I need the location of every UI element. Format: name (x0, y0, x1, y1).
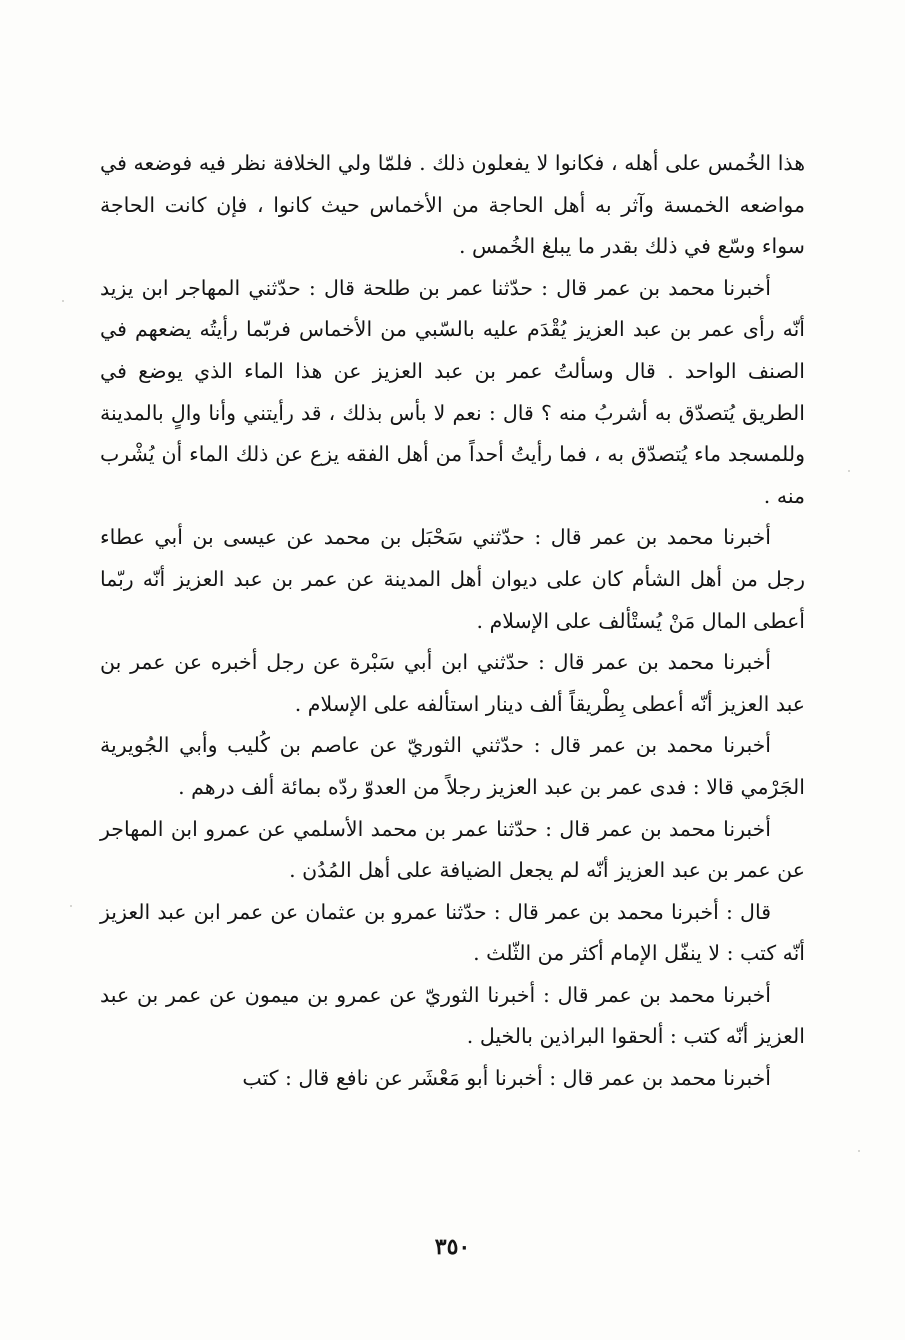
paper-speck (70, 905, 72, 907)
paragraph: أخبرنا محمد بن عمر قال : حدّثني ابن أبي سَبْرة عن رجل أخبره عن عمر بن عبد العزيز أنّه أعطى بِطْريقاً ألف دينار استألفه على الإسلام . (100, 650, 805, 716)
paper-speck (62, 300, 64, 302)
paragraph: هذا الخُمس على أهله ، فكانوا لا يفعلون ذلك . فلمّا ولي الخلافة نظر فيه فوضعه في مواضعه الخمسة وآثر به أهل الحاجة من الأخماس حيث كانوا ، فإن كانت الحاجة سواء وسّع في ذلك بقدر ما يبلغ الخُمس . (100, 151, 805, 259)
page-number: ٣٥٠ (434, 1234, 471, 1260)
paragraph: أخبرنا محمد بن عمر قال : أخبرنا أبو مَعْشَر عن نافع قال : كتب (242, 1066, 771, 1091)
paragraph: أخبرنا محمد بن عمر قال : أخبرنا الثوريّ عن عمرو بن ميمون عن عمر بن عبد العزيز أنّه كتب : ألحقوا البراذين بالخيل . (100, 982, 805, 1049)
paragraph: أخبرنا محمد بن عمر قال : حدّثنا عمر بن طلحة قال : حدّثني المهاجر ابن يزيد أنّه رأى عمر بن عبد العزيز يُقْدَم عليه بالسّبي من الأخماس فربّما رأيتُه يضعهم في الصنف الواحد . قال وسألتُ عمر بن عبد العزيز عن هذا الماء الذي يوضع في الطريق يُتصدّق به أشربُ منه ؟ قال : نعم لا بأس بذلك ، قد رأيتني وأنا والٍ بالمدينة وللمسجد ماء يُتصدّق به ، فما رأيتُ أحداً من أهل الفقه يزع عن ذلك الماء أن يُشْرب منه . (100, 275, 805, 508)
paragraph: قال : أخبرنا محمد بن عمر قال : حدّثنا عمرو بن عثمان عن عمر ابن عبد العزيز أنّه كتب : لا ينفّل الإمام أكثر من الثّلث . (100, 899, 805, 966)
paragraph: أخبرنا محمد بن عمر قال : حدّثني سَحْبَل بن محمد عن عيسى بن أبي عطاء رجل من أهل الشأم كان على ديوان أهل المدينة عن عمر بن عبد العزيز أنّه ربّما أعطى المال مَنْ يُستْألف على الإسلام . (100, 525, 805, 633)
paragraph: أخبرنا محمد بن عمر قال : حدّثني الثوريّ عن عاصم بن كُليب وأبي الجُويرية الجَرْمي قالا : فدى عمر بن عبد العزيز رجلاً من العدوّ ردّه بمائة ألف درهم . (100, 733, 805, 799)
paragraph: أخبرنا محمد بن عمر قال : حدّثنا عمر بن محمد الأسلمي عن عمرو ابن المهاجر عن عمر بن عبد العزيز أنّه لم يجعل الضيافة على أهل المُدُن . (100, 816, 805, 883)
page-body-text (100, 143, 805, 1100)
paper-speck (858, 1150, 860, 1152)
paper-speck (848, 470, 850, 472)
